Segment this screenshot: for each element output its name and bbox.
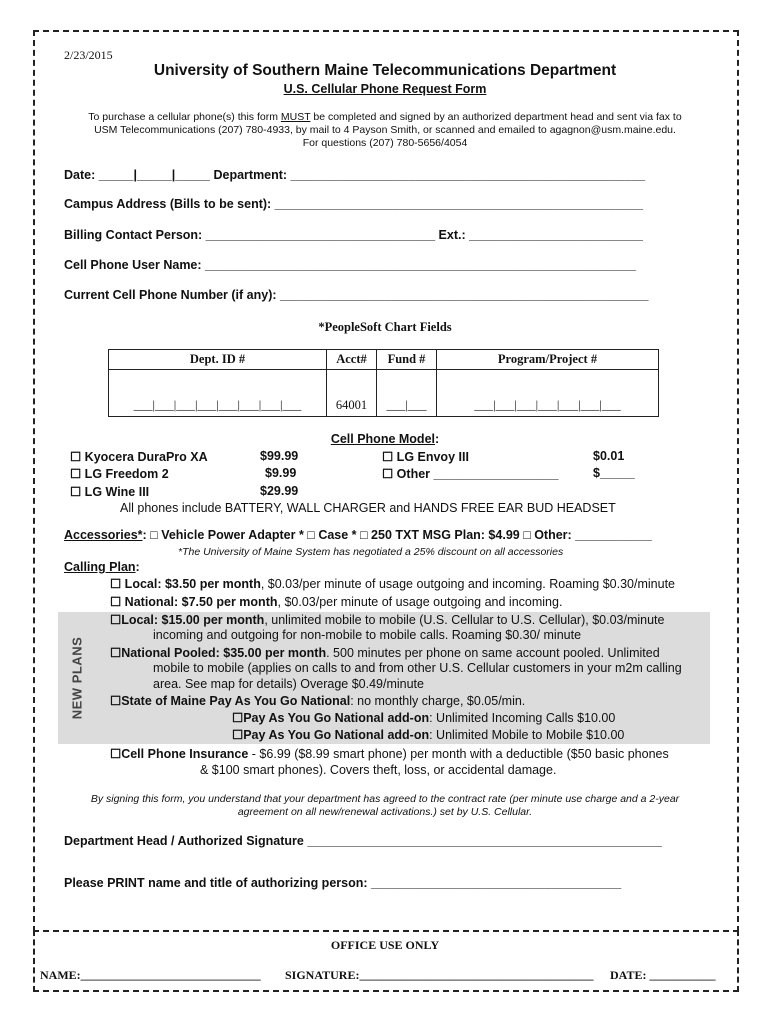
chart-fields-heading: *PeopleSoft Chart Fields (318, 320, 452, 334)
plan-national-pooled[interactable]: ☐National Pooled: $35.00 per month. 500 minutes per phone on same account pooled. Unlimited (110, 646, 660, 660)
plan-local[interactable]: ☐ Local: $3.50 per month, $0.03/per minute of usage outgoing and incoming. Roaming $0.30/minute (110, 577, 675, 591)
intro-line-1: To purchase a cellular phone(s) this form MUST be completed and signed by an authorized department head and sent via fax to (88, 111, 682, 123)
phone-option-kyocera[interactable]: ☐ Kyocera DuraPro XA (70, 450, 208, 464)
page-title: University of Southern Maine Telecommunications Department (153, 62, 617, 79)
plan-pooled-detail-2: area. See map for details) Overage $0.49/minute (153, 677, 424, 691)
cell-user-name-field[interactable]: Cell Phone User Name: ______________________________________________________________ (64, 258, 637, 272)
fund-header: Fund # (377, 350, 437, 370)
date-stamp: 2/23/2015 (64, 48, 113, 62)
phone-option-other[interactable]: ☐ Other __________________ (382, 467, 559, 481)
phone-price-kyocera: $99.99 (260, 449, 299, 463)
intro-line-2: USM Telecommunications (207) 780-4933, by mail to 4 Payson Smith, or scanned and emailed to agagnon@usm.maine.edu. (94, 124, 676, 136)
phone-model-heading: Cell Phone Model: (330, 432, 440, 446)
accessories-discount-note: *The University of Maine System has negotiated a 25% discount on all accessories (178, 546, 564, 558)
plan-addon-mobile[interactable]: ☐Pay As You Go National add-on: Unlimited Mobile to Mobile $10.00 (232, 728, 625, 742)
program-project-header: Program/Project # (437, 350, 659, 370)
office-signature-field[interactable]: SIGNATURE:_______________________________________ (285, 968, 594, 982)
plan-addon-incoming[interactable]: ☐Pay As You Go National add-on: Unlimited Incoming Calls $10.00 (232, 711, 616, 725)
office-use-heading: OFFICE USE ONLY (330, 938, 440, 952)
phone-option-lg-wine[interactable]: ☐ LG Wine III (70, 485, 150, 499)
plan-insurance[interactable]: ☐Cell Phone Insurance - $6.99 ($8.99 smart phone) per month with a deductible ($50 basic phones (110, 747, 669, 761)
table-row (109, 370, 659, 417)
plan-new-local-detail: incoming and outgoing for non-mobile to mobile calls. Roaming $0.30/ minute (153, 628, 582, 642)
intro-line-3: For questions (207) 780-5656/4054 (302, 137, 468, 149)
campus-address-field[interactable]: Campus Address (Bills to be sent): _____________________________________________________ (64, 197, 644, 211)
phone-option-lg-envoy[interactable]: ☐ LG Envoy III (382, 450, 469, 464)
must-emphasis: MUST (280, 111, 311, 123)
print-name-field[interactable]: Please PRINT name and title of authorizing person: ____________________________________ (64, 876, 622, 890)
plan-new-local[interactable]: ☐Local: $15.00 per month, unlimited mobile to mobile (U.S. Cellular to U.S. Cellular), $0.03/minute (110, 613, 665, 627)
acct-header: Acct# (327, 350, 377, 370)
phone-price-other[interactable]: $_____ (593, 466, 635, 480)
dept-id-header: Dept. ID # (109, 350, 327, 370)
agreement-line-2: agreement on all new/renewal activations.) set by U.S. Cellular. (237, 806, 533, 818)
plan-insurance-detail: & $100 smart phones). Covers theft, loss, or accidental damage. (200, 763, 557, 777)
dept-head-signature-field[interactable]: Department Head / Authorized Signature ___________________________________________________ (64, 834, 662, 848)
plan-national[interactable]: ☐ National: $7.50 per month, $0.03/per minute of usage outgoing and incoming. (110, 595, 563, 609)
acct-cell: 64001 (327, 370, 377, 417)
current-number-field[interactable]: Current Cell Phone Number (if any): _____________________________________________________ (64, 288, 649, 302)
program-project-cell[interactable]: ___|___|___|___|___|___|___ (437, 370, 659, 417)
dept-id-cell[interactable]: ___|___|___|___|___|___|___|___ (109, 370, 327, 417)
phone-price-lg-envoy: $0.01 (593, 449, 625, 463)
billing-contact-field[interactable]: Billing Contact Person: _________________________________ Ext.: _________________________ (64, 228, 643, 242)
plan-pay-as-you-go[interactable]: ☐State of Maine Pay As You Go National: no monthly charge, $0.05/min. (110, 694, 526, 708)
fund-cell[interactable]: ___|___ (377, 370, 437, 417)
office-name-field[interactable]: NAME:______________________________ (40, 968, 261, 982)
plan-pooled-detail-1: mobile to mobile (applies on calls to and from other U.S. Cellular customers in your m2m calling (153, 661, 682, 675)
new-plans-label: NEW PLANS (69, 636, 85, 720)
chart-fields-table (108, 349, 659, 417)
table-header-row (109, 350, 659, 370)
office-date-field[interactable]: DATE: ___________ (610, 968, 716, 982)
calling-plan-label: Calling Plan: (64, 560, 140, 574)
agreement-line-1: By signing this form, you understand that your department has agreed to the contract rate (per minute use charge and a 2-year (90, 793, 680, 805)
form-subtitle: U.S. Cellular Phone Request Form (283, 82, 487, 96)
date-department-field[interactable]: Date: _____|_____|_____ Department: ___________________________________________________ (64, 168, 646, 182)
phone-included-note: All phones include BATTERY, WALL CHARGER and HANDS FREE EAR BUD HEADSET (120, 501, 616, 515)
phone-price-lg-wine: $29.99 (260, 484, 299, 498)
accessories-options[interactable]: Accessories*: □ Vehicle Power Adapter * □ Case * □ 250 TXT MSG Plan: $4.99 □ Other: ___________ (64, 528, 652, 542)
accessories-label: Accessories* (64, 528, 143, 542)
phone-price-lg-freedom: $9.99 (265, 466, 297, 480)
phone-option-lg-freedom[interactable]: ☐ LG Freedom 2 (70, 467, 169, 481)
